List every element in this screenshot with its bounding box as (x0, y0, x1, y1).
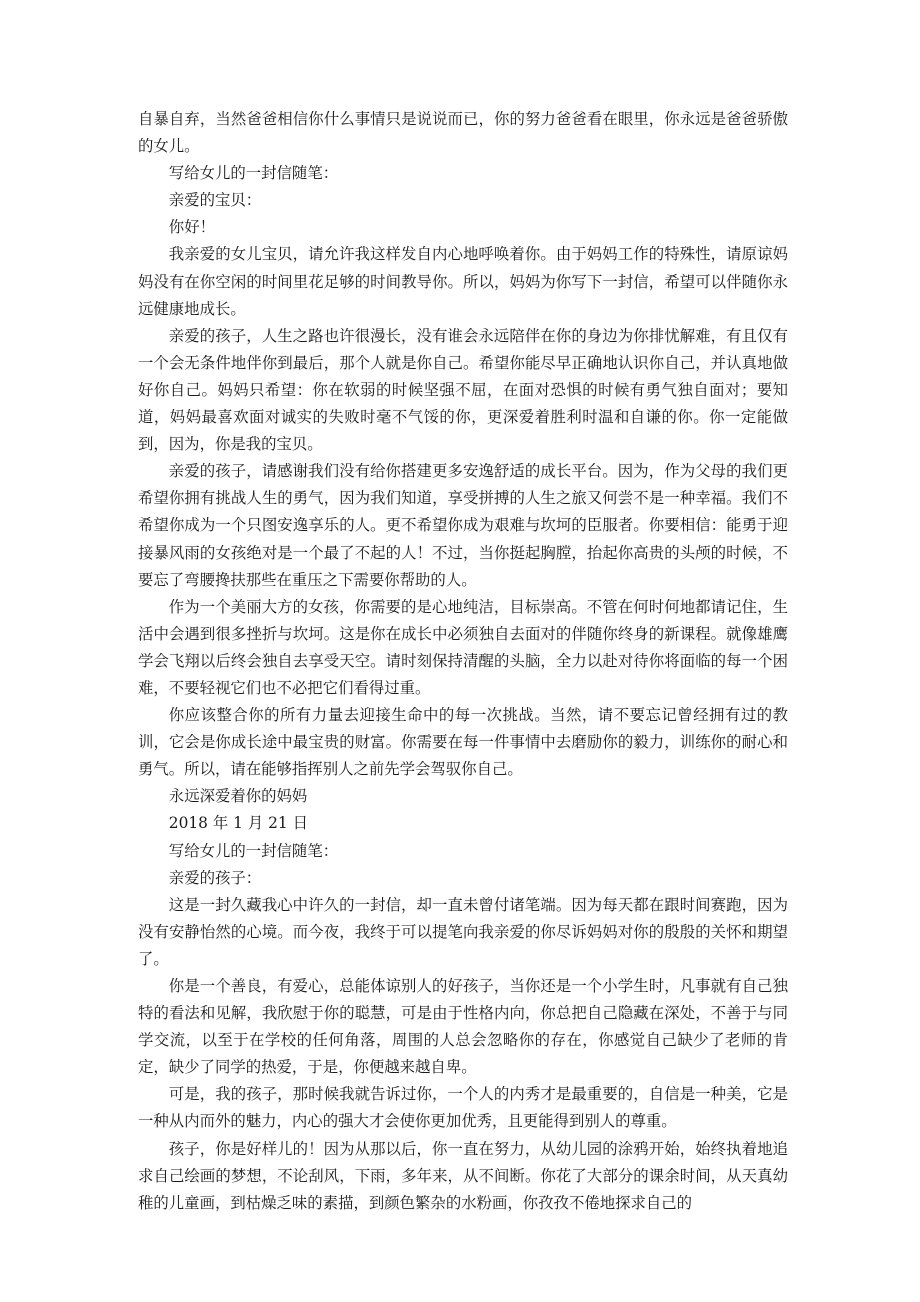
paragraph: 作为一个美丽大方的女孩，你需要的是心地纯洁，目标崇高。不管在何时何地都请记住，生活中会遇到很多挫折与坎坷。这是你在成长中必须独自去面对的伴随你终身的新课程。就像雄鹰学会飞翔以后终会独自去享受天空。请时刻保持清醒的头脑，全力以赴对待你将面临的每一个困难，不要轻视它们也不必把它们看得过重。 (138, 597, 788, 697)
paragraph: 孩子，你是好样儿的！因为从那以后，你一直在努力，从幼儿园的涂鸦开始，始终执着地追求自己绘画的梦想，不论刮风，下雨，多年来，从不间断。你花了大部分的课余时间，从天真幼稚的儿童画，到枯燥乏味的素描，到颜色繁杂的水粉画，你孜孜不倦地探求自己的 (138, 1139, 788, 1212)
letter-date: 2018 年 1 月 21 日 (168, 814, 308, 833)
letter-salutation: 亲爱的宝贝： (168, 191, 262, 210)
paragraph: 亲爱的孩子，人生之路也许很漫长，没有谁会永远陪伴在你的身边为你排忧解难，有且仅有一个会无条件地伴你到最后，那个人就是你自己。希望你能尽早正确地认识你自己，并认真地做好你自己。妈妈只希望：你在软弱的时候坚强不屈，在面对恐惧的时候有勇气独自面对；要知道，妈妈最喜欢面对诚实的失败时毫不气馁的你，更深爱着胜利时温和自谦的你。你一定能做到，因为，你是我的宝贝。 (138, 326, 788, 454)
paragraph: 你应该整合你的所有力量去迎接生命中的每一次挑战。当然，请不要忘记曾经拥有过的教训，它会是你成长途中最宝贵的财富。你需要在每一件事情中去磨励你的毅力，训练你的耐心和勇气。所以，请在能够指挥别人之前先学会驾驭你自己。 (138, 706, 788, 779)
letter-salutation: 亲爱的孩子： (168, 868, 262, 887)
letter-title: 写给女儿的一封信随笔： (168, 164, 339, 183)
letter-title: 写给女儿的一封信随笔： (168, 841, 339, 860)
paragraph: 我亲爱的女儿宝贝，请允许我这样发自内心地呼唤着你。由于妈妈工作的特殊性，请原谅妈妈没有在你空闲的时间里花足够的时间教导你。所以，妈妈为你写下一封信，希望可以伴随你永远健康地成长。 (138, 245, 788, 318)
document-page (138, 106, 788, 1217)
letter-signature: 永远深爱着你的妈妈 (168, 787, 308, 806)
paragraph: 亲爱的孩子，请感谢我们没有给你搭建更多安逸舒适的成长平台。因为，作为父母的我们更希望你拥有挑战人生的勇气，因为我们知道，享受拼搏的人生之旅又何尝不是一种幸福。我们不希望你成为一个只图安逸享乐的人。更不希望你成为艰难与坎坷的臣服者。你要相信：能勇于迎接暴风雨的女孩绝对是一个最了不起的人！不过，当你挺起胸膛，抬起你高贵的头颅的时候，不要忘了弯腰搀扶那些在重压之下需要你帮助的人。 (138, 462, 788, 589)
paragraph: 这是一封久藏我心中许久的一封信，却一直未曾付诸笔端。因为每天都在跟时间赛跑，因为没有安静怡然的心境。而今夜，我终于可以提笔向我亲爱的你尽诉妈妈对你的殷殷的关怀和期望了。 (138, 895, 788, 968)
paragraph: 你是一个善良，有爱心，总能体谅别人的好孩子，当你还是一个小学生时，凡事就有自己独特的看法和见解，我欣慰于你的聪慧，可是由于性格内向，你总把自己隐藏在深处，不善于与同学交流，以至于在学校的任何角落，周围的人总会忽略你的存在，你感觉自己缺少了老师的肯定，缺少了同学的热爱，于是，你便越来越自卑。 (138, 977, 788, 1077)
letter-greeting: 你好！ (168, 218, 215, 237)
paragraph-continuation: 自暴自弃，当然爸爸相信你什么事情只是说说而已，你的努力爸爸看在眼里，你永远是爸爸骄傲的女儿。 (138, 110, 788, 156)
paragraph: 可是，我的孩子，那时候我就告诉过你，一个人的内秀才是最重要的，自信是一种美，它是一种从内而外的魅力，内心的强大才会使你更加优秀，且更能得到别人的尊重。 (138, 1085, 788, 1131)
